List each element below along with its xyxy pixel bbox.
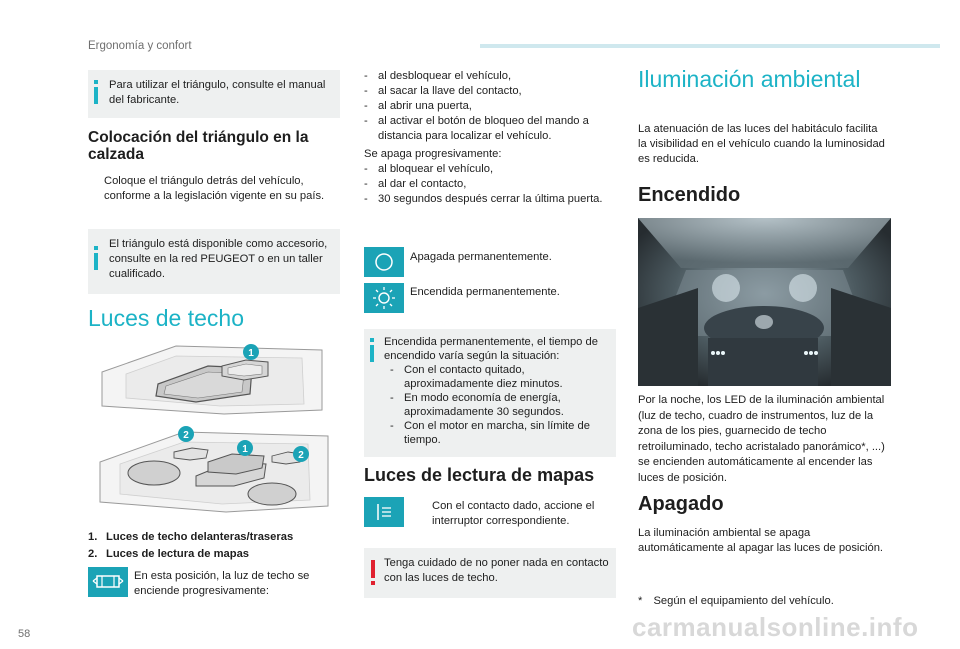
map-step	[410, 499, 615, 529]
callout-label: 1	[248, 348, 254, 359]
list-item: - al sacar la llave del contacto,	[364, 84, 614, 99]
watermark: carmanualsonline.info	[632, 612, 919, 642]
section-bar	[480, 44, 940, 48]
light-off-icon	[364, 247, 404, 277]
light-on-text: Encendida permanentemente.	[410, 286, 560, 298]
info-text: El triángulo está disponible como accesorio, consulte en la red PEUGEOT o en un taller cualificado.	[109, 238, 328, 280]
map-light-icon	[364, 497, 404, 527]
ambient-text: La atenuación de las luces del habitáculo facilita la visibilidad en el vehículo cuando la luminosidad es reducida.	[638, 123, 885, 165]
timing-list	[390, 363, 612, 447]
door-mode-text: En esta posición, la luz de techo se enciende progresivamente:	[134, 570, 310, 597]
list-item: - al activar el botón de bloqueo del mando a distancia para localizar el vehículo.	[364, 114, 614, 144]
map-step-text: Con el contacto dado, accione el interruptor correspondiente.	[432, 500, 595, 527]
info-icon	[94, 87, 98, 104]
map-lights-heading: Luces de lectura de mapas	[364, 465, 595, 485]
info-box-triangle	[88, 70, 340, 118]
light-on-icon	[364, 283, 404, 313]
door-mode-icon	[88, 567, 128, 597]
callout-2-right	[293, 446, 309, 462]
callout-1-front	[243, 344, 259, 360]
callout-2-left	[178, 426, 194, 442]
front-roof-panel	[102, 346, 322, 414]
list-item: - En modo economía de energía, aproximadamente 30 segundos.	[390, 391, 612, 419]
figure-legend	[88, 529, 343, 563]
ambient-lighting-photo	[638, 218, 891, 386]
warning-box	[364, 548, 616, 598]
info-timing-content	[384, 335, 612, 447]
unlock-list	[364, 69, 614, 144]
list-item: - 30 segundos después cerrar la última puerta.	[364, 192, 614, 207]
off-intro: Se apaga progresivamente:	[364, 148, 502, 160]
callout-1-rear	[237, 440, 253, 456]
list-item: - al abrir una puerta,	[364, 99, 614, 114]
footnote-mark: *	[638, 595, 643, 607]
page-number: 58	[18, 628, 31, 640]
lock-list	[364, 162, 614, 207]
warning-icon	[371, 560, 375, 578]
list-item: - Con el contacto quitado, aproximadamente diez minutos.	[390, 363, 612, 391]
off-text: La iluminación ambiental se apaga automáticamente al apagar las luces de posición.	[638, 527, 884, 554]
roof-lights-heading: Luces de techo	[88, 305, 245, 331]
info-icon	[370, 345, 374, 362]
footnote-text: Según el equipamiento del vehículo.	[653, 595, 834, 607]
list-item: - Con el motor en marcha, sin límite de tiempo.	[390, 419, 612, 447]
info-text: Encendida permanentemente, el tiempo de encendido varía según la situación:	[384, 336, 598, 362]
list-item: - al dar el contacto,	[364, 177, 614, 192]
list-item: - al desbloquear el vehículo,	[364, 69, 614, 84]
light-off-text: Apagada permanentemente.	[410, 251, 552, 263]
info-text: Para utilizar el triángulo, consulte el manual del fabricante.	[109, 79, 326, 106]
warning-icon-dot	[371, 581, 375, 585]
legend-item	[88, 546, 343, 563]
legend-num: 1.	[88, 531, 98, 543]
off-heading: Apagado	[638, 493, 724, 515]
list-item: - al bloquear el vehículo,	[364, 162, 614, 177]
roof-lights-illustration	[96, 336, 332, 524]
on-heading: Encendido	[638, 184, 741, 206]
callout-label: 2	[298, 450, 304, 461]
callout-label: 1	[242, 444, 248, 455]
info-icon	[94, 253, 98, 270]
triangle-step-text: Coloque el triángulo detrás del vehículo, conforme a la legislación vigente en su país.	[104, 175, 325, 202]
ambient-heading: Iluminación ambiental	[638, 66, 861, 92]
triangle-step	[88, 174, 338, 204]
legend-text: Luces de lectura de mapas	[106, 548, 250, 560]
legend-num: 2.	[88, 548, 98, 560]
rear-roof-panel	[100, 432, 328, 512]
on-text: Por la noche, los LED de la iluminación ambiental (luz de techo, cuadro de instrumentos, luz de la zona de los pies, guarnecido de techo retroiluminado, techo acristalado panorámico*, ...) se encienden automáticamente al encender las luces de posición.	[638, 394, 885, 484]
info-box-timing	[364, 329, 616, 457]
warning-text: Tenga cuidado de no poner nada en contacto con las luces de techo.	[384, 557, 609, 584]
section-title: Ergonomía y confort	[88, 40, 192, 52]
callout-label: 2	[183, 430, 189, 441]
footnote	[638, 594, 898, 609]
info-box-accessory	[88, 229, 340, 294]
triangle-heading: Colocación del triángulo en la calzada	[88, 129, 309, 163]
legend-text: Luces de techo delanteras/traseras	[106, 531, 294, 543]
legend-item	[88, 529, 343, 546]
